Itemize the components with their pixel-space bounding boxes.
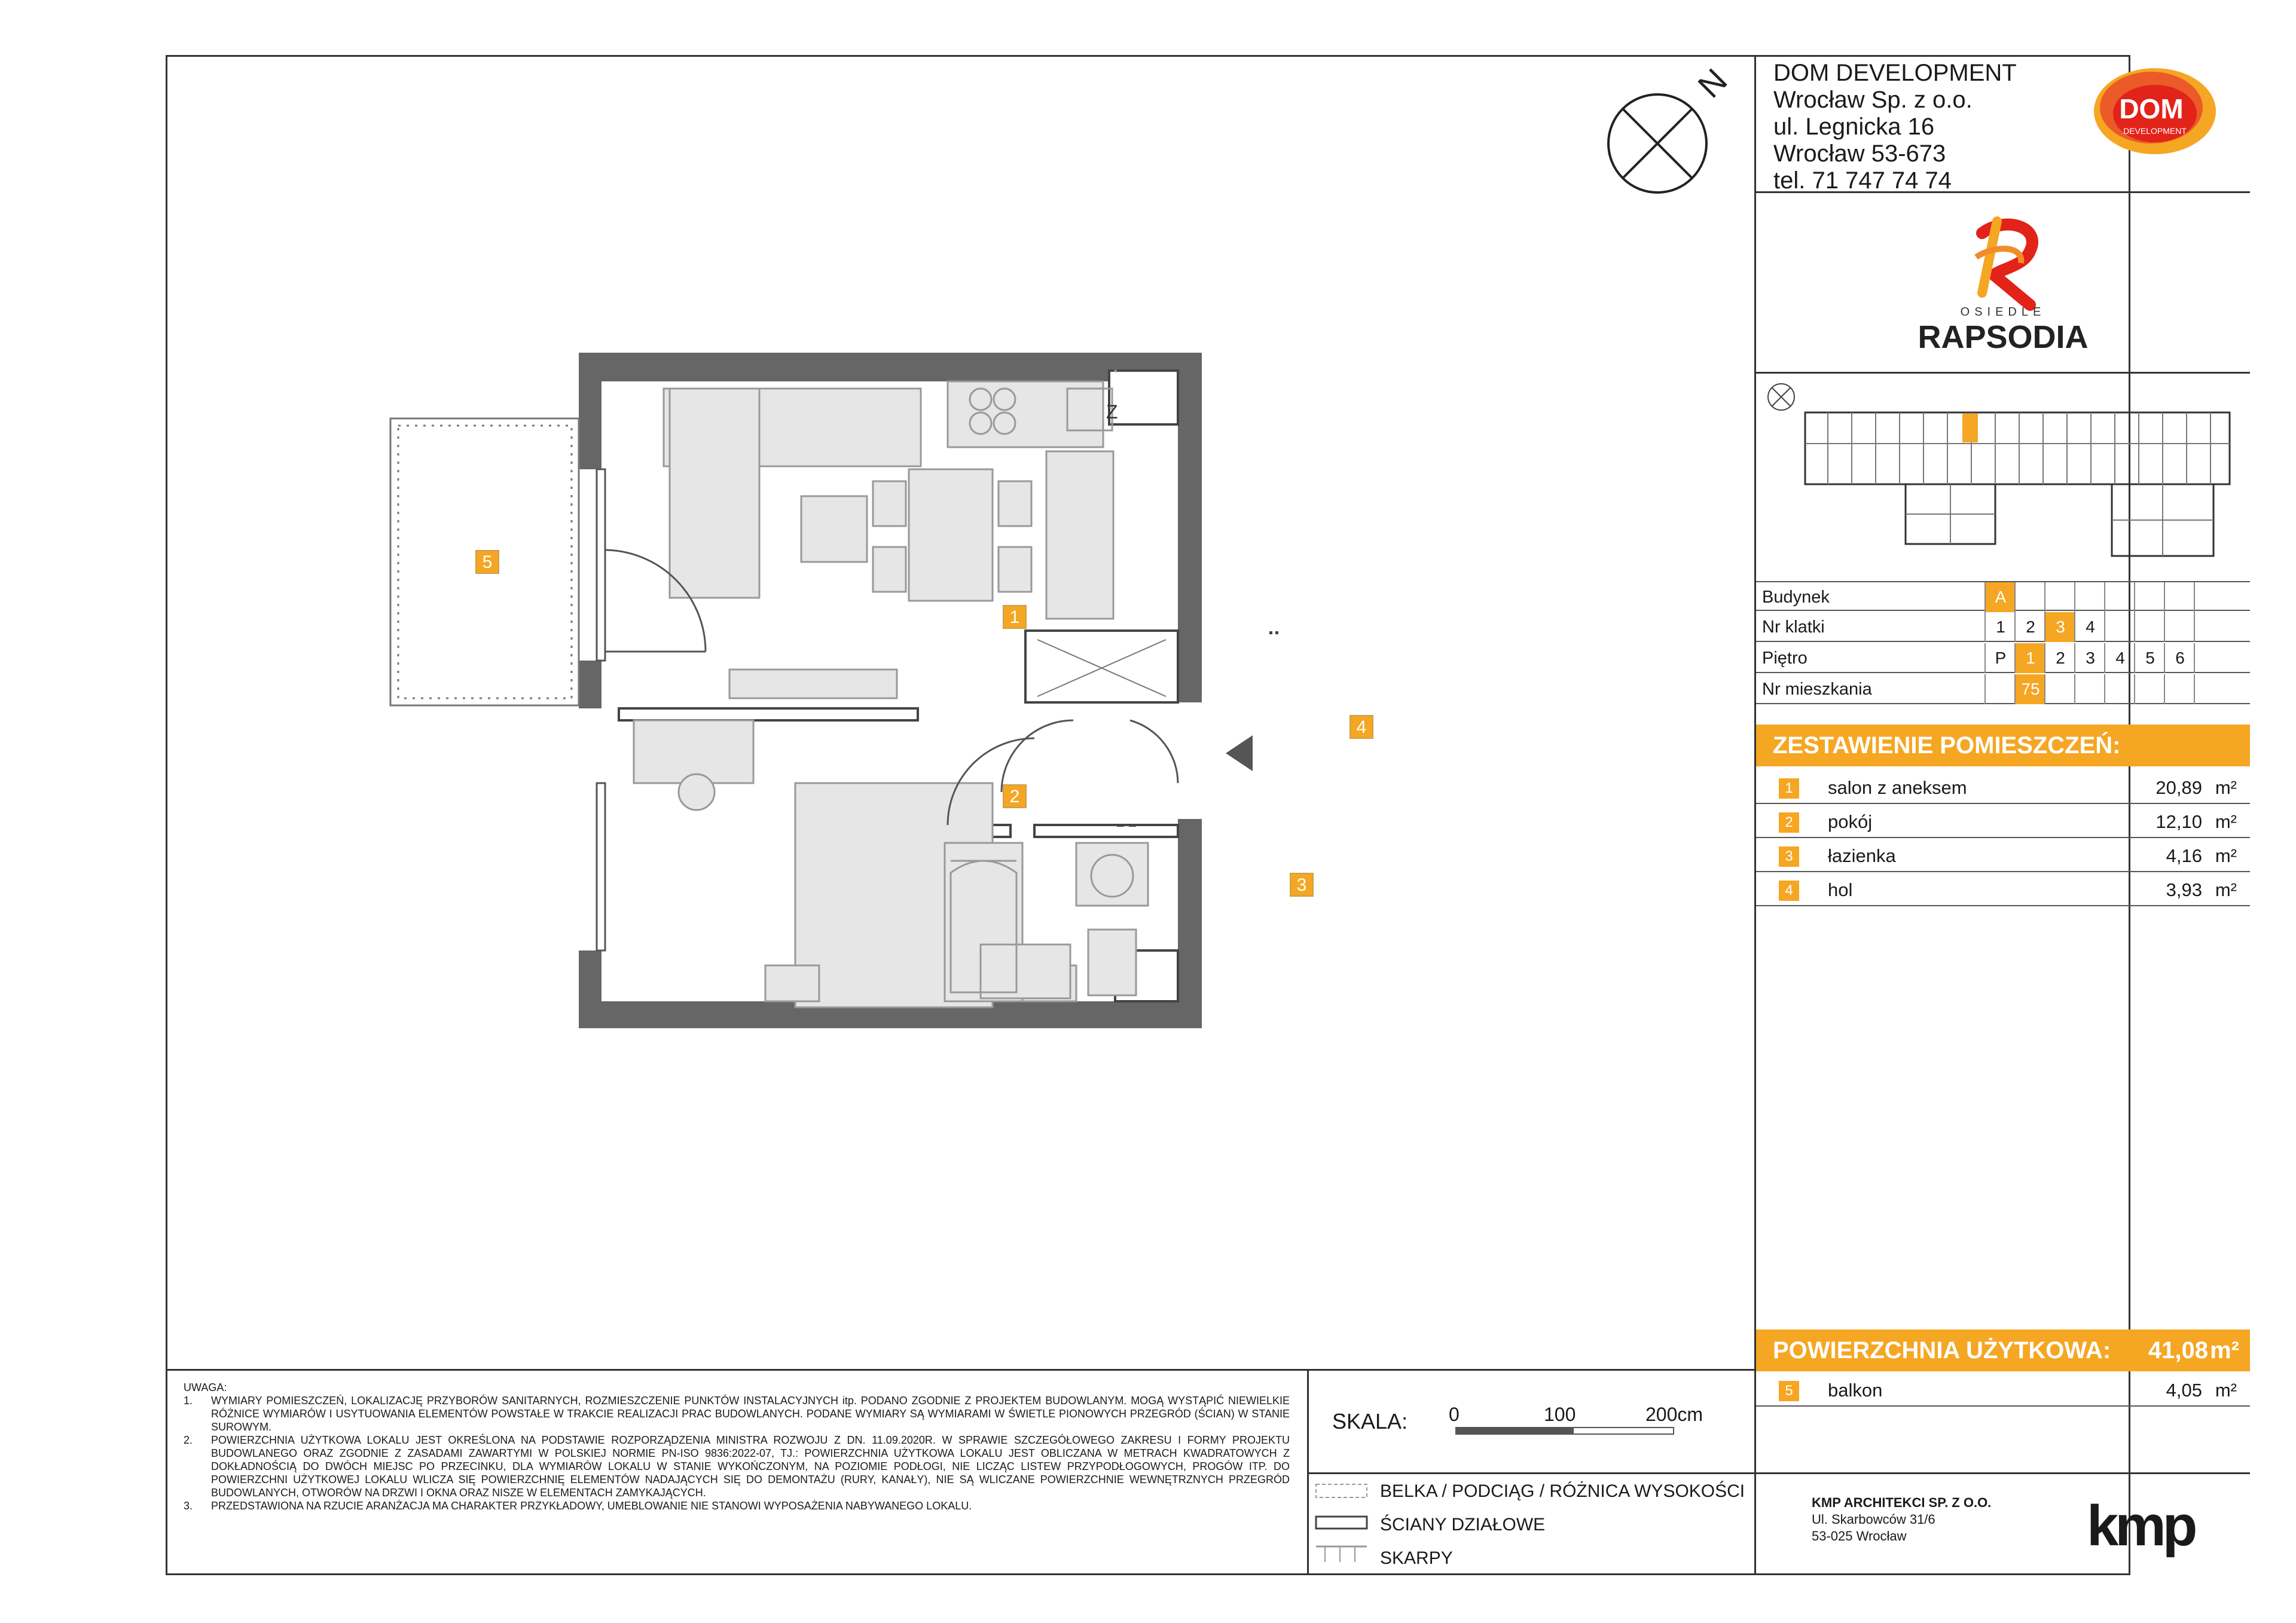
info-empty-cell [2134, 582, 2165, 612]
architect-name: KMP ARCHITEKCI SP. Z O.O. [1812, 1495, 1992, 1510]
room-name: salon z aneksem [1828, 777, 1967, 798]
notes [184, 1381, 1290, 1512]
info-row-floor [1756, 643, 2250, 673]
total-area-bar [1756, 1329, 2250, 1371]
scale-tick-0: 0 [1449, 1404, 1460, 1425]
balcony-area: 4,05 [2166, 1380, 2202, 1401]
room-5-label: 5 [475, 550, 499, 574]
dom-development-logo [2089, 65, 2219, 158]
balcony-unit: m² [2215, 1380, 2237, 1401]
info-empty-cell [2194, 674, 2225, 704]
info-empty-cell [2104, 582, 2135, 612]
info-empty-cell [2164, 674, 2195, 704]
room-area: 20,89 [2155, 777, 2202, 798]
room-number: 3 [1779, 846, 1799, 867]
info-empty-cell [2104, 612, 2135, 642]
rooms-header: ZESTAWIENIE POMIESZCZEŃ: [1756, 725, 2250, 766]
room-2-label: 2 [1003, 784, 1027, 808]
info-row-apartment [1756, 674, 2250, 704]
legend-beam: BELKA / PODCIĄG / RÓŻNICA WYSOKOŚCI [1380, 1481, 1745, 1501]
compass-north-label: N [1690, 61, 1735, 105]
balcony-name: balkon [1828, 1380, 1883, 1401]
apartment-label: Nr mieszkania [1762, 680, 1872, 699]
floor-value: 2 [2044, 643, 2075, 673]
staircase-value: 4 [2074, 612, 2105, 642]
architect-street: Ul. Skarbowców 31/6 [1812, 1512, 1935, 1527]
scale-bar-light [1573, 1427, 1674, 1435]
note-number: 1. [184, 1395, 193, 1407]
room-number: 4 [1779, 881, 1799, 901]
scale-tick-100: 100 [1544, 1404, 1576, 1425]
floor-value: 5 [2134, 643, 2165, 673]
architect-info [1812, 1494, 1991, 1545]
company-info [1773, 60, 2017, 194]
rapsodia-logo [1910, 209, 2096, 359]
staircase-label: Nr klatki [1762, 618, 1825, 637]
note-item [184, 1434, 1290, 1499]
logo-divider [1754, 372, 2250, 374]
legend-slopes: SKARPY [1380, 1548, 1453, 1568]
north-compass [1602, 60, 1740, 197]
room-unit: m² [2215, 777, 2237, 798]
company-name: DOM DEVELOPMENT [1773, 60, 2017, 86]
info-empty-cell [2104, 674, 2135, 704]
note-text: POWIERZCHNIA UŻYTKOWA LOKALU JEST OKREŚLONA NA PODSTAWIE ROZPORZĄDZENIA MINISTRA ROZWOJU Z DN. 11.09.2020R. W SPRAWIE SZCZEGÓŁOWEGO ZAKRESU I FORMY PROJEKTU BUDOWLANEGO ORAZ ZGODNIE Z ZASADAMI ZAWARTYMI W POLSKIEJ NORMIE PN-ISO 9836:2022-07, TJ.: POWIERZCHNIA UŻYTKOWA LOKALU JEST OBLICZANA W METRACH KWADRATOWYCH Z DOKŁADNOŚCIĄ DO DWÓCH MIEJSC PO PRZECINKU, DLA WYMIARÓW LOKALU W STANIE WYKOŃCZONYM, NA POZIOMIE PODŁOGI, NIE LICZĄC LISTEW PRZYPODŁOGOWYCH, PROGÓW ITP. DO POWIERZCHNI UŻYTKOWEJ LOKALU WLICZA SIĘ POWIERZCHNIĘ ELEMENTÓW NADAJĄCYCH SIĘ DO DEMONTAŻU (RURY, KANAŁY), NIE SĄ WLICZANE POWIERZCHNIE WEWNĘTRZNYCH PRZEGRÓD BUDOWLANYCH, OTWORÓW NA DRZWI I OKNA ORAZ NISZE W ELEMENTACH ZAMYKAJĄCYCH. [211, 1434, 1290, 1499]
company-line2: Wrocław Sp. z o.o. [1773, 87, 1973, 113]
info-row-building [1756, 581, 2250, 611]
key-plan-highlight [1962, 414, 1978, 442]
room-unit: m² [2215, 845, 2237, 866]
scale-legend-divider [1307, 1472, 1756, 1474]
info-empty-cell [2194, 612, 2225, 642]
note-item [184, 1499, 1290, 1512]
note-item [184, 1394, 1290, 1434]
room-3-label: 3 [1290, 873, 1314, 897]
note-text: WYMIARY POMIESZCZEŃ, LOKALIZACJĘ PRZYBORÓW SANITARNYCH, ROZMIESZCZENIE PUNKTÓW INSTALACYJNYCH itp. PODANO ZGODNIE Z PROJEKTEM BUDOWLANYM. MOGĄ WYSTĄPIĆ NIEWIELKIE RÓŻNICE WYMIARÓW I USYTUOWANIA ELEMENTÓW POWSTAŁE W TRAKCIE REALIZACJI PRAC BUDOWLANYCH. PODANE WYMIARY SĄ WYMIARAMI W ŚWIETLE PIONOWYCH PRZEGRÓD (ŚCIAN) W STANIE SUROWYM. [211, 1395, 1290, 1433]
info-empty-cell [2014, 582, 2045, 612]
notes-title: UWAGA: [184, 1381, 227, 1393]
info-empty-cell [2164, 582, 2195, 612]
room-area: 3,93 [2166, 879, 2202, 900]
info-empty-cell [2044, 582, 2075, 612]
footer-divider [166, 1369, 1756, 1371]
info-empty-cell [1984, 674, 2016, 704]
staircase-value: 2 [2014, 612, 2045, 642]
room-area: 12,10 [2155, 811, 2202, 832]
floor-value-selected: 1 [2014, 643, 2045, 673]
company-street: ul. Legnicka 16 [1773, 114, 1935, 140]
info-empty-cell [2194, 582, 2225, 612]
scale-tick-200: 200cm [1645, 1404, 1703, 1425]
info-empty-cell [2194, 643, 2225, 673]
room-name: hol [1828, 879, 1853, 900]
apartment-value: 75 [2014, 674, 2045, 704]
room-row [1756, 873, 2250, 906]
estate-name: RAPSODIA [1918, 319, 2089, 355]
room-unit: m² [2215, 879, 2237, 900]
architect-city: 53-025 Wrocław [1812, 1529, 1907, 1543]
note-number: 3. [184, 1500, 193, 1512]
room-area: 4,16 [2166, 845, 2202, 866]
total-area-unit: m² [2210, 1337, 2239, 1364]
info-row-staircase [1756, 612, 2250, 642]
floor-plan [383, 353, 1519, 1040]
total-area-label: POWIERZCHNIA UŻYTKOWA: [1773, 1337, 2111, 1364]
legend-walls: ŚCIANY DZIAŁOWE [1380, 1515, 1546, 1535]
note-number: 2. [184, 1434, 193, 1446]
scale-label: SKALA: [1332, 1409, 1408, 1434]
building-value: A [1984, 582, 2016, 612]
company-city: Wrocław 53-673 [1773, 140, 1946, 167]
room-row [1756, 805, 2250, 838]
room-name: pokój [1828, 811, 1873, 832]
room-unit: m² [2215, 811, 2237, 832]
windows [597, 469, 605, 950]
floor-value: 4 [2104, 643, 2135, 673]
total-area-value: 41,08 [2148, 1337, 2208, 1364]
info-empty-cell [2074, 674, 2105, 704]
fridge-label: Z [1106, 401, 1118, 423]
balcony-number: 5 [1779, 1381, 1799, 1401]
note-text: PRZEDSTAWIONA NA RZUCIE ARANŻACJA MA CHARAKTER PRZYKŁADOWY, UMEBLOWANIE NIE STANOWI WYPOSAŻENIA NABYWANEGO LOKALU. [211, 1500, 972, 1512]
kmp-logo: kmp [2087, 1494, 2194, 1558]
floor-label: Piętro [1762, 649, 1808, 668]
key-plan [1756, 378, 2250, 575]
legend-symbols [1313, 1480, 1370, 1572]
entrance-arrow [1226, 735, 1253, 771]
room-name: łazienka [1828, 845, 1896, 866]
dom-logo-sub: DEVELOPMENT [2123, 126, 2187, 136]
room-row [1756, 839, 2250, 872]
info-empty-cell [2164, 612, 2195, 642]
dom-logo-text: DOM [2119, 93, 2184, 124]
room-1-label: 1 [1003, 605, 1027, 629]
room-row [1756, 771, 2250, 804]
building-label: Budynek [1762, 588, 1830, 607]
floor-value: P [1984, 643, 2016, 673]
estate-prefix: OSIEDLE [1960, 305, 2046, 319]
floor-value: 6 [2164, 643, 2195, 673]
staircase-value-selected: 3 [2044, 612, 2075, 642]
floor-value: 3 [2074, 643, 2105, 673]
info-empty-cell [2134, 612, 2165, 642]
room-number: 2 [1779, 812, 1799, 833]
info-empty-cell [2044, 674, 2075, 704]
balcony-row [1756, 1374, 2250, 1407]
info-empty-cell [2134, 674, 2165, 704]
info-empty-cell [2074, 582, 2105, 612]
architect-divider [1754, 1472, 2250, 1474]
staircase-value: 1 [1984, 612, 2016, 642]
room-4-label: 4 [1349, 715, 1373, 739]
company-phone: tel. 71 747 74 74 [1773, 167, 1952, 194]
room-number: 1 [1779, 778, 1799, 799]
scale-bar-dark [1455, 1427, 1573, 1435]
